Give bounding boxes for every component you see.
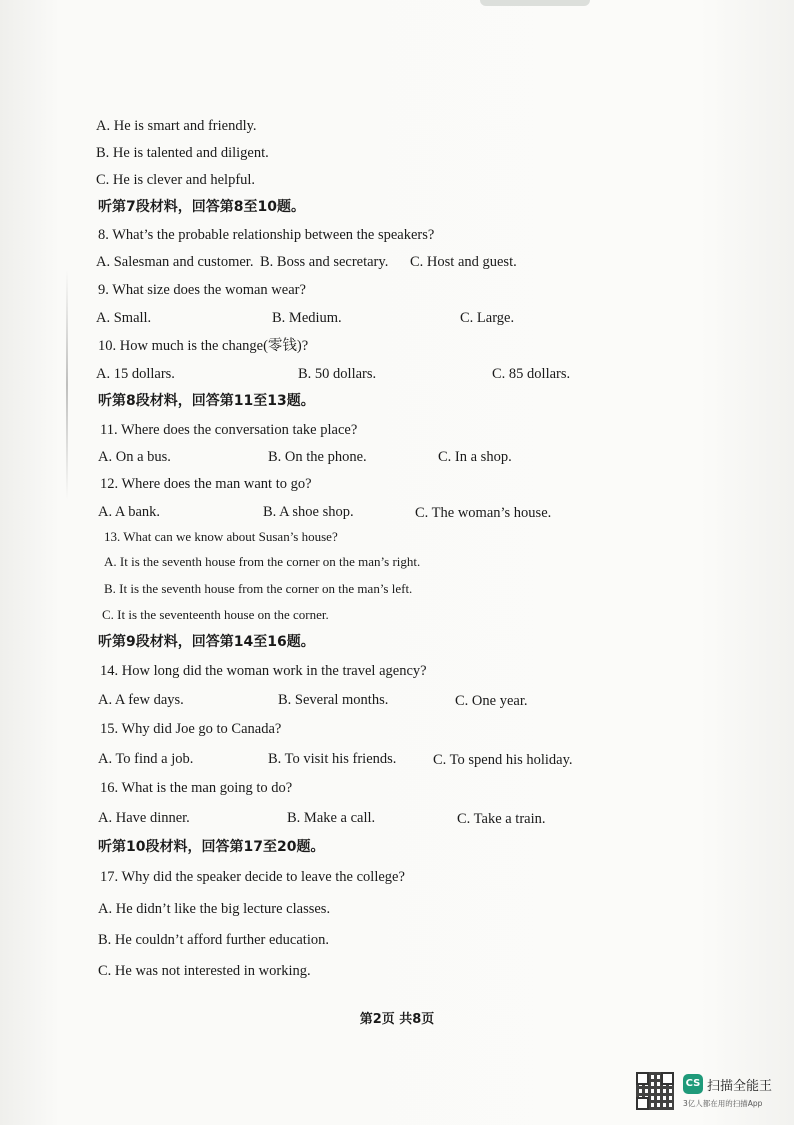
option-16c: C. Take a train. [457,811,546,827]
question-9: 9. What size does the woman wear? [98,282,306,298]
option-17a: A. He didn’t like the big lecture classes. [98,901,331,917]
option-8b: B. Boss and secretary. [260,254,389,270]
option-17c: C. He was not interested in working. [98,963,311,979]
option-9b: B. Medium. [272,310,342,326]
option-14a: A. A few days. [98,692,184,708]
question-14: 14. How long did the woman work in the travel agency? [100,663,427,679]
option-15a: A. To find a job. [98,751,194,767]
question-12: 12. Where does the man want to go? [100,476,312,492]
option-13a: A. It is the seventh house from the corner on the man’s right. [104,554,421,569]
section-heading-8: 听第8段材料，回答第11至13题。 [98,393,315,409]
option-8c: C. Host and guest. [410,254,517,270]
option-15b: B. To visit his friends. [268,751,397,767]
question-17: 17. Why did the speaker decide to leave the college? [100,869,405,885]
option-7a: A. He is smart and friendly. [96,118,257,134]
option-7b: B. He is talented and diligent. [96,145,269,161]
option-14b: B. Several months. [278,692,389,708]
question-11: 11. Where does the conversation take place? [100,422,358,438]
section-heading-7: 听第7段材料，回答第8至10题。 [98,199,305,215]
option-12c: C. The woman’s house. [415,505,552,521]
option-11c: C. In a shop. [438,449,512,465]
scan-smudge [480,0,590,6]
option-10b: B. 50 dollars. [298,366,377,382]
option-14c: C. One year. [455,693,528,709]
camscanner-tagline: 3亿人都在用的扫描App [683,1099,763,1108]
section-heading-9: 听第9段材料，回答第14至16题。 [98,634,315,650]
option-9a: A. Small. [96,310,152,326]
option-8a: A. Salesman and customer. [96,254,254,270]
page-number: 第2页 共8页 [359,1012,435,1027]
camscanner-logo-icon: CS [683,1074,703,1094]
section-heading-10: 听第10段材料，回答第17至20题。 [98,839,325,855]
question-13: 13. What can we know about Susan’s house? [104,529,338,544]
option-15c: C. To spend his holiday. [433,752,573,768]
question-15: 15. Why did Joe go to Canada? [100,721,282,737]
option-12a: A. A bank. [98,504,161,520]
question-8: 8. What’s the probable relationship between the speakers? [98,227,435,243]
option-10c: C. 85 dollars. [492,366,571,382]
scan-fold-mark [66,270,68,500]
option-16b: B. Make a call. [287,810,376,826]
option-10a: A. 15 dollars. [96,366,175,382]
option-11a: A. On a bus. [98,449,171,465]
option-9c: C. Large. [460,310,515,326]
camscanner-name: 扫描全能王 [707,1079,773,1094]
qr-code-icon [636,1072,674,1110]
option-7c: C. He is clever and helpful. [96,172,256,188]
question-16: 16. What is the man going to do? [100,780,293,796]
option-11b: B. On the phone. [268,449,367,465]
option-17b: B. He couldn’t afford further education. [98,932,329,948]
question-10: 10. How much is the change(零钱)? [98,338,309,354]
option-12b: B. A shoe shop. [263,504,354,520]
option-13c: C. It is the seventeenth house on the corner. [102,607,329,622]
option-16a: A. Have dinner. [98,810,190,826]
option-13b: B. It is the seventh house from the corner on the man’s left. [104,581,413,596]
